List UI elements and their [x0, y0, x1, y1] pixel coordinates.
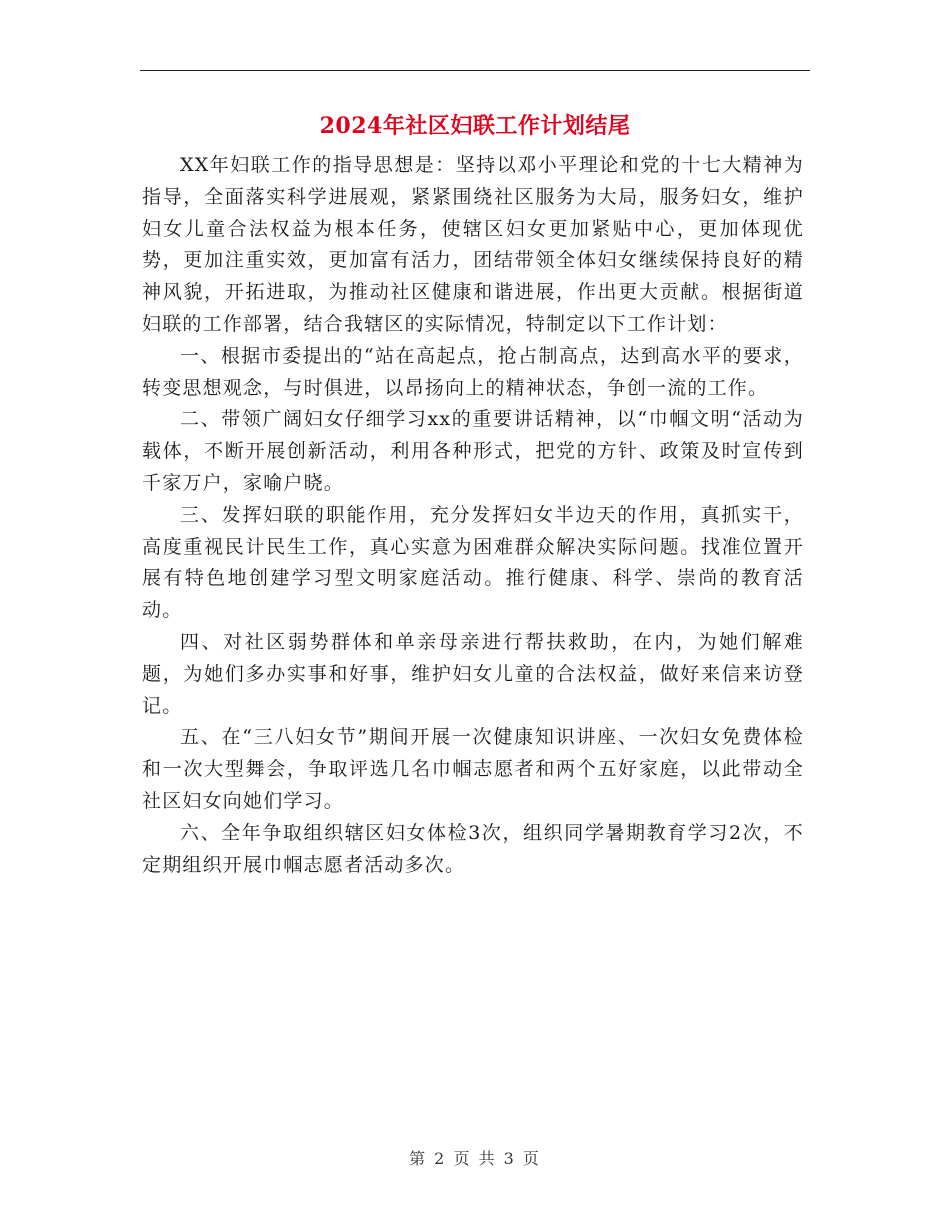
paragraph-intro: XX年妇联工作的指导思想是：坚持以邓小平理论和党的十七大精神为指导，全面落实科学进展观，紧紧围绕社区服务为大局，服务妇女，维护妇女儿童合法权益为根本任务，使辖区妇女更加紧贴中心，更加体现优势，更加注重实效，更加富有活力，团结带领全体妇女继续保持良好的精神风貌，开拓进取，为推动社区健康和谐进展，作出更大贡献。根据街道妇联的工作部署，结合我辖区的实际情况，特制定以下工作计划： [142, 154, 804, 335]
paragraph-item-3: 三、发挥妇联的职能作用，充分发挥妇女半边天的作用，真抓实干，高度重视民计民生工作，真心实意为困难群众解决实际问题。找准位置开展有特色地创建学习型文明家庭活动。推行健康、科学、崇尚的教育活动。 [142, 503, 804, 622]
header-rule [140, 70, 810, 71]
paragraph-item-6: 六、全年争取组织辖区妇女体检3次，组织同学暑期教育学习2次，不定期组织开展巾帼志愿者活动多次。 [142, 821, 804, 876]
paragraph-item-5: 五、在“三八妇女节”期间开展一次健康知识讲座、一次妇女免费体检和一次大型舞会，争取评选几名巾帼志愿者和两个五好家庭，以此带动全社区妇女向她们学习。 [142, 726, 804, 812]
paragraph-item-1: 一、根据市委提出的“站在高起点，抢占制高点，达到高水平的要求，转变思想观念，与时俱进，以昂扬向上的精神状态，争创一流的工作。 [142, 344, 804, 399]
document-title: 2024年社区妇联工作计划结尾 [319, 113, 631, 139]
paragraph-item-4: 四、对社区弱势群体和单亲母亲进行帮扶救助，在内，为她们解难题，为她们多办实事和好事，维护妇女儿童的合法权益，做好来信来访登记。 [142, 630, 804, 717]
paragraph-item-2: 二、带领广阔妇女仔细学习xx的重要讲话精神，以“巾帼文明“活动为载体，不断开展创新活动，利用各种形式，把党的方针、政策及时宣传到千家万户，家喻户晓。 [142, 408, 804, 494]
page-number: 第 2 页 共 3 页 [409, 1149, 541, 1168]
document-body [142, 150, 804, 881]
